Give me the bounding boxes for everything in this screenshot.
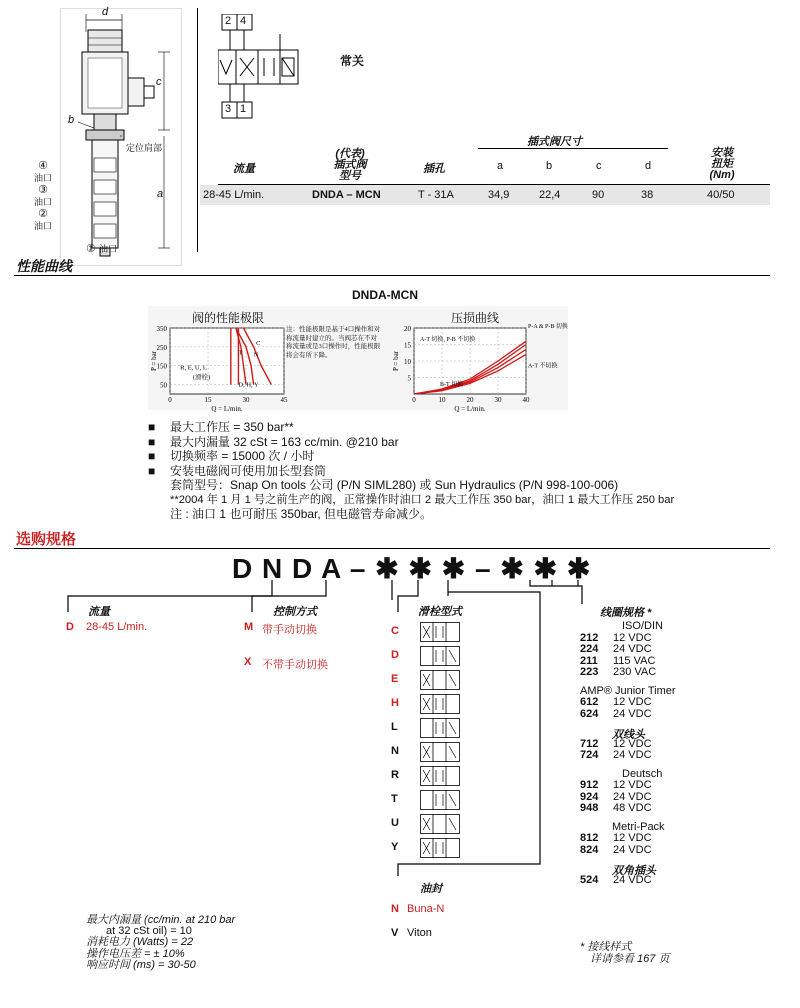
seal-title: 油封: [420, 883, 442, 895]
spool-symbol-icon: [420, 718, 460, 738]
spec-row-d: 38: [641, 189, 654, 201]
spool-symbol-icon: [420, 646, 460, 666]
coil-option: 624 24 VDC: [580, 707, 652, 720]
note-line: 最大内漏量 (cc/min. at 210 bar: [86, 914, 236, 926]
bullet-extra-2: **2004 年 1 月 1 号之前生产的阀，正常操作时油口 2 最大工作压 350 bar，油口 1 最大工作压 250 bar: [170, 493, 675, 506]
bullet-extra-3: 注 : 油口 1 也可耐压 350bar, 但电磁管寿命减少。: [170, 507, 433, 521]
dim-c: c: [156, 76, 162, 88]
note-line: at 32 cSt oil) = 10: [106, 925, 192, 938]
control-title: 控制方式: [273, 606, 317, 618]
chart1-y-tick: 50: [160, 381, 167, 390]
spec-bullets: [148, 420, 674, 522]
spec-row-bg: [200, 185, 770, 205]
section-order-rule: [14, 548, 770, 549]
note-line: 响应时间 (ms) = 30-50: [86, 958, 196, 971]
spool-symbol-icon: [420, 622, 460, 642]
coil-group-name: AMP® Junior Timer: [580, 684, 676, 697]
control-code-m: M: [244, 621, 254, 633]
spool-code: N: [391, 745, 399, 757]
coil-option: 948 48 VDC: [580, 802, 652, 814]
control-label-x: 不带手动切换: [262, 659, 328, 671]
coil-option: 924 24 VDC: [580, 790, 652, 803]
spec-header-cavity: 插孔: [423, 163, 445, 175]
symbol-port-2: 2: [225, 15, 232, 27]
chart2-x-tick: 40: [522, 396, 530, 404]
port-2-label: ② 油口: [33, 208, 52, 231]
control-code-x: X: [244, 656, 252, 668]
note-line: 操作电压差 = ± 10%: [86, 947, 185, 960]
chart2-y-label: P = bar: [392, 350, 400, 372]
chart1-region-label: T: [238, 349, 243, 357]
chart1-region-label: D, H, Y: [238, 381, 259, 389]
coil-option: 211 115 VAC: [580, 654, 656, 667]
coil-option: 724 24 VDC: [580, 749, 652, 761]
chart1-x-tick: 15: [204, 396, 212, 404]
spec-group-header: 插式阀尺寸: [527, 136, 582, 148]
spec-row-b: 22,4: [539, 189, 561, 201]
coil-option: 812 12 VDC: [580, 832, 652, 844]
chart2-x-tick: 30: [494, 396, 502, 404]
spec-header-torque: 安装 扭矩 (Nm): [709, 147, 735, 181]
coil-footnote-2: 详请参看 167 页: [590, 953, 670, 965]
coil-option: 824 24 VDC: [580, 843, 652, 856]
spec-row-flow: 28-45 L/min.: [203, 189, 265, 201]
spec-header-b: b: [546, 160, 553, 172]
spool-symbol-icon: [420, 766, 460, 786]
spool-code: T: [391, 793, 398, 805]
perf-chart-title: DNDA-MCN: [352, 288, 418, 302]
seal-code-v: V: [391, 927, 399, 939]
coil-option: 223 230 VAC: [580, 666, 657, 678]
coil-option: 212 12 VDC: [580, 631, 652, 644]
valve-outline-graphic: [60, 8, 182, 266]
flow-title: 流量: [88, 606, 110, 618]
coil-option: 224 24 VDC: [580, 643, 652, 655]
dim-a: a: [157, 188, 164, 200]
chart2-x-tick: 20: [466, 396, 474, 404]
chart1-x-tick: 45: [280, 396, 288, 404]
chart1-region-label: C: [256, 339, 261, 347]
chart-pressure-drop: [384, 322, 568, 412]
hydraulic-symbol: [218, 14, 318, 120]
spec-row-a: 34,9: [488, 189, 510, 201]
chart1-region-label: (滑栓): [192, 373, 211, 381]
chart2-y-tick: 20: [404, 325, 411, 333]
symbol-port-3: 3: [225, 103, 232, 115]
port-4-label: ④ 油口: [33, 160, 52, 183]
flow-code: D: [66, 621, 74, 633]
chart1-x-tick: 30: [242, 396, 250, 404]
coil-group-name: 双线头: [612, 729, 645, 741]
spool-code: Y: [391, 841, 399, 853]
port-3-label: ③ 油口: [33, 184, 52, 207]
chart1-region-label: R, E, U, L: [180, 364, 207, 372]
coil-group-name: 双角插头: [612, 865, 656, 877]
chart2-y-tick: 5: [407, 374, 411, 383]
coil-footnote-1: * 接线样式: [580, 941, 632, 953]
control-label-m: 带手动切换: [262, 624, 317, 636]
seal-label-n: Buna-N: [407, 903, 445, 915]
locator-label: 定位肩部: [126, 143, 163, 153]
chart2-annotation: A-T 不切换: [528, 363, 558, 370]
spool-symbol-icon: [420, 670, 460, 690]
spec-row-cavity: T - 31A: [418, 189, 454, 201]
chart2-x-tick: 10: [438, 396, 446, 404]
spec-header-flow: 流量: [233, 163, 255, 175]
chart1-y-tick: 350: [156, 325, 167, 333]
bullet-item: ■ 最大工作压 = 350 bar**: [148, 420, 294, 434]
spec-header-model: (代表) 插式阀 型号: [333, 148, 367, 182]
bullet-item: ■ 切换频率 = 15000 次 / 小时: [148, 449, 315, 463]
valve-drawing: [33, 6, 182, 266]
coil-option: 912 12 VDC: [580, 779, 652, 791]
symbol-name: 常关: [340, 54, 365, 68]
spool-code: L: [391, 721, 398, 733]
coil-option: 524 24 VDC: [580, 873, 652, 886]
spool-symbol-icon: [420, 694, 460, 714]
spool-code: H: [391, 697, 399, 709]
spool-code: R: [391, 769, 399, 781]
chart1-plot-area: [170, 328, 284, 394]
valve-symbol-graphic: [218, 14, 318, 120]
spool-code: U: [391, 817, 399, 829]
spool-symbol-icon: [420, 742, 460, 762]
chart1-x-tick: 0: [168, 396, 172, 404]
spool-code: D: [391, 649, 399, 661]
spec-group-rule: [478, 148, 668, 149]
spool-title: 滑栓型式: [418, 606, 462, 618]
bottom-notes: [86, 915, 235, 971]
coil-group-name: Metri-Pack: [612, 820, 665, 833]
chart2-title: 压损曲线: [451, 311, 500, 325]
bullet-item: ■ 最大内漏量 32 cSt = 163 cc/min. @210 bar: [148, 434, 399, 449]
chart1-note: 注：性能极限是基于4口操作和对称流量时建立的。当阀芯在不对称流量或是3口操作时，性能极限将会有所下降。: [286, 326, 381, 359]
spec-header-c: c: [596, 160, 602, 172]
seal-label-v: Viton: [407, 927, 432, 939]
chart2-annotation: A-T 切换, P-B 不切换: [420, 337, 476, 343]
section-perf-rule: [14, 275, 770, 276]
section-perf-title: 性能曲线: [16, 258, 72, 274]
seal-code-n: N: [391, 903, 399, 915]
chart2-annotation: B-T 切换: [440, 381, 464, 388]
chart1-y-tick: 150: [156, 362, 167, 371]
port-1-label: ① 油口: [86, 243, 117, 255]
chart2-y-tick: 15: [404, 341, 411, 350]
symbol-port-4: 4: [240, 15, 247, 27]
chart1-title: 阀的性能极限: [192, 311, 265, 325]
chart2-annotation: P-A & P-B 切换: [528, 324, 568, 330]
coil-option: 612 12 VDC: [580, 696, 652, 708]
chart2-x-label: Q = L/min.: [454, 405, 486, 412]
spec-header-a: a: [497, 160, 504, 172]
coil-group-name: ISO/DIN: [622, 620, 663, 632]
dim-d: d: [102, 6, 109, 18]
spool-symbol-icon: [420, 814, 460, 834]
spec-row-torque: 40/50: [707, 189, 735, 201]
chart-performance-limit: [148, 322, 296, 412]
spool-symbol-icon: [420, 838, 460, 858]
section-order-title: 选购规格: [16, 531, 77, 548]
chart1-region-label: N: [253, 351, 259, 359]
bullet-item: ■ 安装电磁阀可使用加长型套筒: [148, 463, 327, 478]
spec-header-d: d: [645, 160, 652, 172]
chart1-y-tick: 250: [156, 343, 167, 352]
spool-code: E: [391, 673, 399, 685]
symbol-port-1: 1: [240, 103, 247, 115]
coil-option: 712 12 VDC: [580, 737, 652, 750]
chart2-y-tick: 10: [404, 358, 411, 366]
dim-b: b: [68, 114, 75, 126]
spec-row-c: 90: [592, 189, 605, 201]
chart1-x-label: Q = L/min.: [211, 405, 243, 412]
top-separator: [197, 8, 198, 252]
chart1-y-label: P = bar: [150, 350, 158, 372]
model-code: D N D A – ✱ ✱ ✱ – ✱ ✱ ✱: [232, 553, 592, 584]
bullet-extra-1: 套筒型号：Snap On tools 公司 (P/N SIML280) 或 Sun Hydraulics (P/N 998-100-006): [170, 478, 619, 492]
chart2-x-tick: 0: [412, 396, 416, 404]
spool-code: C: [391, 625, 399, 637]
note-line: 消耗电力 (Watts) = 22: [86, 936, 194, 949]
coil-title: 线圈规格 *: [600, 607, 652, 619]
coil-group-name: Deutsch: [622, 767, 663, 780]
spool-symbol-icon: [420, 790, 460, 810]
spec-row-model: DNDA – MCN: [312, 189, 381, 201]
flow-value: 28-45 L/min.: [86, 621, 148, 633]
